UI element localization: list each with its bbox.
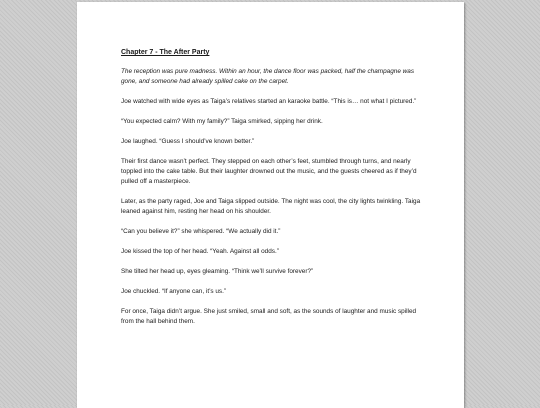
paragraph: Later, as the party raged, Joe and Taiga slipped outside. The night was cool, the city lights twinkling. Taiga leaned against him, resting her head on his shoulder. [121, 198, 421, 215]
paragraph: Joe laughed. “Guess I should’ve known better.” [121, 138, 255, 145]
paragraph: Joe watched with wide eyes as Taiga’s relatives started an karaoke battle. “This is… not what I pictured.” [121, 98, 417, 105]
chapter-title: Chapter 7 - The After Party [121, 49, 210, 56]
paragraph-intro: The reception was pure madness. Within an hour, the dance floor was packed, half the champagne was gone, and someone had already spilled cake on the carpet. [121, 68, 415, 85]
paragraph: “You expected calm? With my family?” Taiga smirked, sipping her drink. [121, 118, 323, 125]
document-page [77, 2, 464, 408]
paragraph: “Can you believe it?” she whispered. “We actually did it.” [121, 228, 281, 235]
paragraph: For once, Taiga didn’t argue. She just smiled, small and soft, as the sounds of laughter and music spilled from the hall behind them. [121, 308, 417, 325]
paragraph: She tilted her head up, eyes gleaming. “Think we’ll survive forever?” [121, 268, 314, 275]
paragraph: Joe chuckled. “If anyone can, it’s us.” [121, 288, 227, 295]
paragraph: Joe kissed the top of her head. “Yeah. Against all odds.” [121, 248, 279, 255]
paragraph: Their first dance wasn’t perfect. They stepped on each other’s feet, stumbled through turns, and nearly toppled into the cake table. But their laughter drowned out the music, and the guests cheered as if they’d pulled off a masterpiece. [121, 158, 417, 185]
